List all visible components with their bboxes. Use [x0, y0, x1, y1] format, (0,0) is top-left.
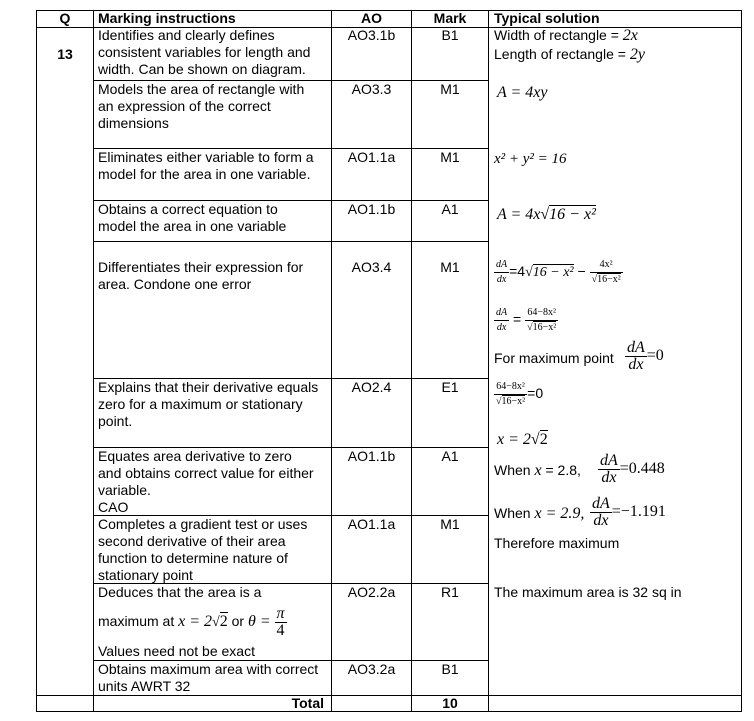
mark-code: E1 — [441, 379, 459, 395]
instruction-line: Explains that their derivative equals — [98, 379, 319, 395]
mark-code: M1 — [440, 259, 460, 275]
solution-line: Width of rectangle = 2x — [494, 27, 638, 44]
mark-code: A1 — [441, 448, 459, 464]
grid-line — [36, 695, 742, 696]
instruction-maximum-at: maximum at x = 2√2 or θ = $\frac{\pi}{4}$ — [98, 605, 285, 639]
total-value: 10 — [442, 695, 458, 711]
math-expr: =0 — [527, 385, 544, 402]
instruction-line: Equates area derivative to zero — [98, 448, 292, 464]
mark-code: M1 — [440, 81, 460, 97]
mark-code: A1 — [441, 201, 459, 217]
derivative-symbol: $\frac{dA}{dx}$ — [496, 259, 508, 285]
header-solution: Typical solution — [494, 10, 600, 26]
grid-line — [331, 10, 332, 712]
mark-code: M1 — [440, 516, 460, 532]
instruction-line: stationary point — [98, 567, 193, 583]
solution-math: A = 4xy — [497, 84, 548, 101]
instruction-line: Eliminates either variable to form a — [98, 149, 314, 165]
instruction-line: dimensions — [98, 115, 169, 131]
mark-code: B1 — [441, 661, 459, 677]
ao-code: AO2.2a — [347, 584, 396, 600]
instruction-line: model the area in one variable — [98, 218, 287, 234]
instruction-line: variable. — [98, 482, 151, 498]
ao-code: AO3.4 — [351, 259, 392, 275]
solution-line: Therefore maximum — [494, 535, 620, 551]
instruction-line: Completes a gradient test or uses — [98, 516, 308, 532]
gradient-result-2 — [590, 496, 666, 529]
grid-line — [488, 10, 489, 712]
math-expr: =4 — [509, 263, 526, 280]
grid-line — [36, 10, 37, 712]
instruction-line: Values need not be exact — [98, 643, 255, 659]
math-fraction: $\frac{\text{64−8x²}}{\text{√16−x²}}$ — [527, 307, 557, 333]
grid-line — [93, 10, 94, 712]
math-expr: When — [494, 462, 531, 478]
math-expr: A = 4x — [497, 206, 541, 223]
mark-code: R1 — [441, 584, 459, 600]
solution-line: Length of rectangle = 2y — [494, 46, 645, 63]
mark-code: B1 — [441, 27, 459, 43]
solution-math: A = 4x√16 − x² — [497, 206, 596, 223]
math-expr: x = 2 — [497, 431, 531, 448]
math-expr: 2x — [622, 27, 638, 44]
math-radicand: 16 − x² — [532, 265, 574, 281]
solution-math: x² + y² = 16 — [494, 151, 567, 167]
math-expr: θ = — [247, 613, 271, 631]
grid-line — [741, 10, 742, 712]
ao-code: AO1.1a — [347, 149, 396, 165]
instruction-line: Identifies and clearly defines — [98, 27, 275, 43]
instruction-line: Deduces that the area is a — [98, 584, 262, 600]
instruction-line: Obtains a correct equation to — [98, 201, 278, 217]
math-expr: or — [231, 613, 245, 630]
derivative-expr-2: $\frac{dA}{dx}$ = $\frac{\text{64−8x²}}{\text{√16−x²}}$ — [496, 307, 557, 333]
derivative-symbol: $\frac{dA}{dx}$ — [600, 452, 618, 486]
instruction-line: Differentiates their expression for — [98, 259, 304, 275]
instruction-line: consistent variables for length and — [98, 44, 311, 60]
solution-eq-zero — [494, 380, 543, 409]
header-marking: Marking instructions — [98, 10, 236, 26]
math-expr: x — [534, 462, 542, 479]
gradient-result-1 — [598, 453, 665, 486]
derivative-symbol: $\frac{dA}{dx}$ — [592, 495, 610, 529]
instruction-line: units AWRT 32 — [98, 678, 191, 694]
header-q: Q — [59, 10, 71, 26]
grid-line — [411, 10, 412, 712]
math-expr: = 2.8, — [541, 462, 581, 478]
math-radicand: 2 — [219, 613, 228, 631]
instruction-line: point. — [98, 413, 133, 429]
math-expr: =0 — [646, 347, 664, 365]
derivative-expr-1: $\frac{dA}{dx}$ =4√16 − x² − $\frac{\text{4x²}}{\text{√16−x²}}$ — [496, 259, 621, 285]
grid-line — [36, 711, 742, 712]
ao-code: AO1.1b — [347, 201, 396, 217]
instruction-line: model for the area in one variable. — [98, 166, 311, 182]
math-fraction: $\frac{\text{64−8x²}}{\text{√16−x²}}$ — [496, 381, 526, 407]
math-radicand: 16 − x² — [549, 206, 596, 223]
solution-line: For maximum point — [494, 350, 614, 366]
math-fraction: $\frac{\text{4x²}}{\text{√16−x²}}$ — [591, 259, 621, 285]
instruction-line: Models the area of rectangle with — [98, 81, 305, 97]
grid-line — [93, 241, 488, 242]
solution-x-value: x = 2√2 — [497, 431, 548, 448]
total-label: Total — [291, 695, 324, 711]
instruction-line: Obtains maximum area with correct — [98, 661, 319, 677]
instruction-line: zero for a maximum or stationary — [98, 396, 303, 412]
instruction-line: area. Condone one error — [98, 276, 252, 292]
math-radicand: 2 — [539, 431, 548, 448]
ao-code: AO1.1a — [347, 516, 396, 532]
gradient-test-2 — [494, 505, 584, 522]
math-expr: maximum at — [98, 613, 175, 630]
ao-code: AO3.2a — [347, 661, 396, 677]
ao-code: AO3.3 — [351, 81, 392, 97]
solution-line: The maximum area is 32 sq in — [494, 584, 682, 600]
instruction-line: CAO — [98, 499, 129, 515]
header-ao: AO — [361, 10, 382, 26]
instruction-line: width. Can be shown on diagram. — [98, 61, 306, 77]
ao-code: AO1.1b — [347, 448, 396, 464]
instruction-line: second derivative of their area — [98, 533, 286, 549]
math-expr: 2y — [629, 46, 645, 63]
math-expr: x = 2 — [178, 613, 213, 631]
derivative-symbol: $\frac{dA}{dx}$ — [496, 307, 508, 333]
ao-code: AO2.4 — [351, 379, 392, 395]
header-mark: Mark — [433, 10, 467, 26]
math-expr: When — [494, 505, 531, 521]
gradient-test-1 — [494, 462, 581, 479]
instruction-line: and obtains correct value for either — [98, 465, 314, 481]
math-expr: x = 2.9, — [534, 505, 585, 522]
mark-code: M1 — [440, 149, 460, 165]
instruction-line: function to determine nature of — [98, 550, 288, 566]
ao-code: AO3.1b — [347, 27, 396, 43]
instruction-line: an expression of the correct — [98, 98, 271, 114]
math-fraction: $\frac{\pi}{4}$ — [276, 605, 285, 639]
derivative-symbol: $\frac{dA}{dx}$ — [627, 339, 645, 373]
math-expr: =0.448 — [619, 460, 665, 478]
question-number: 13 — [57, 46, 73, 62]
derivative-eq-zero — [625, 340, 664, 373]
math-expr: =−1.191 — [611, 503, 666, 521]
